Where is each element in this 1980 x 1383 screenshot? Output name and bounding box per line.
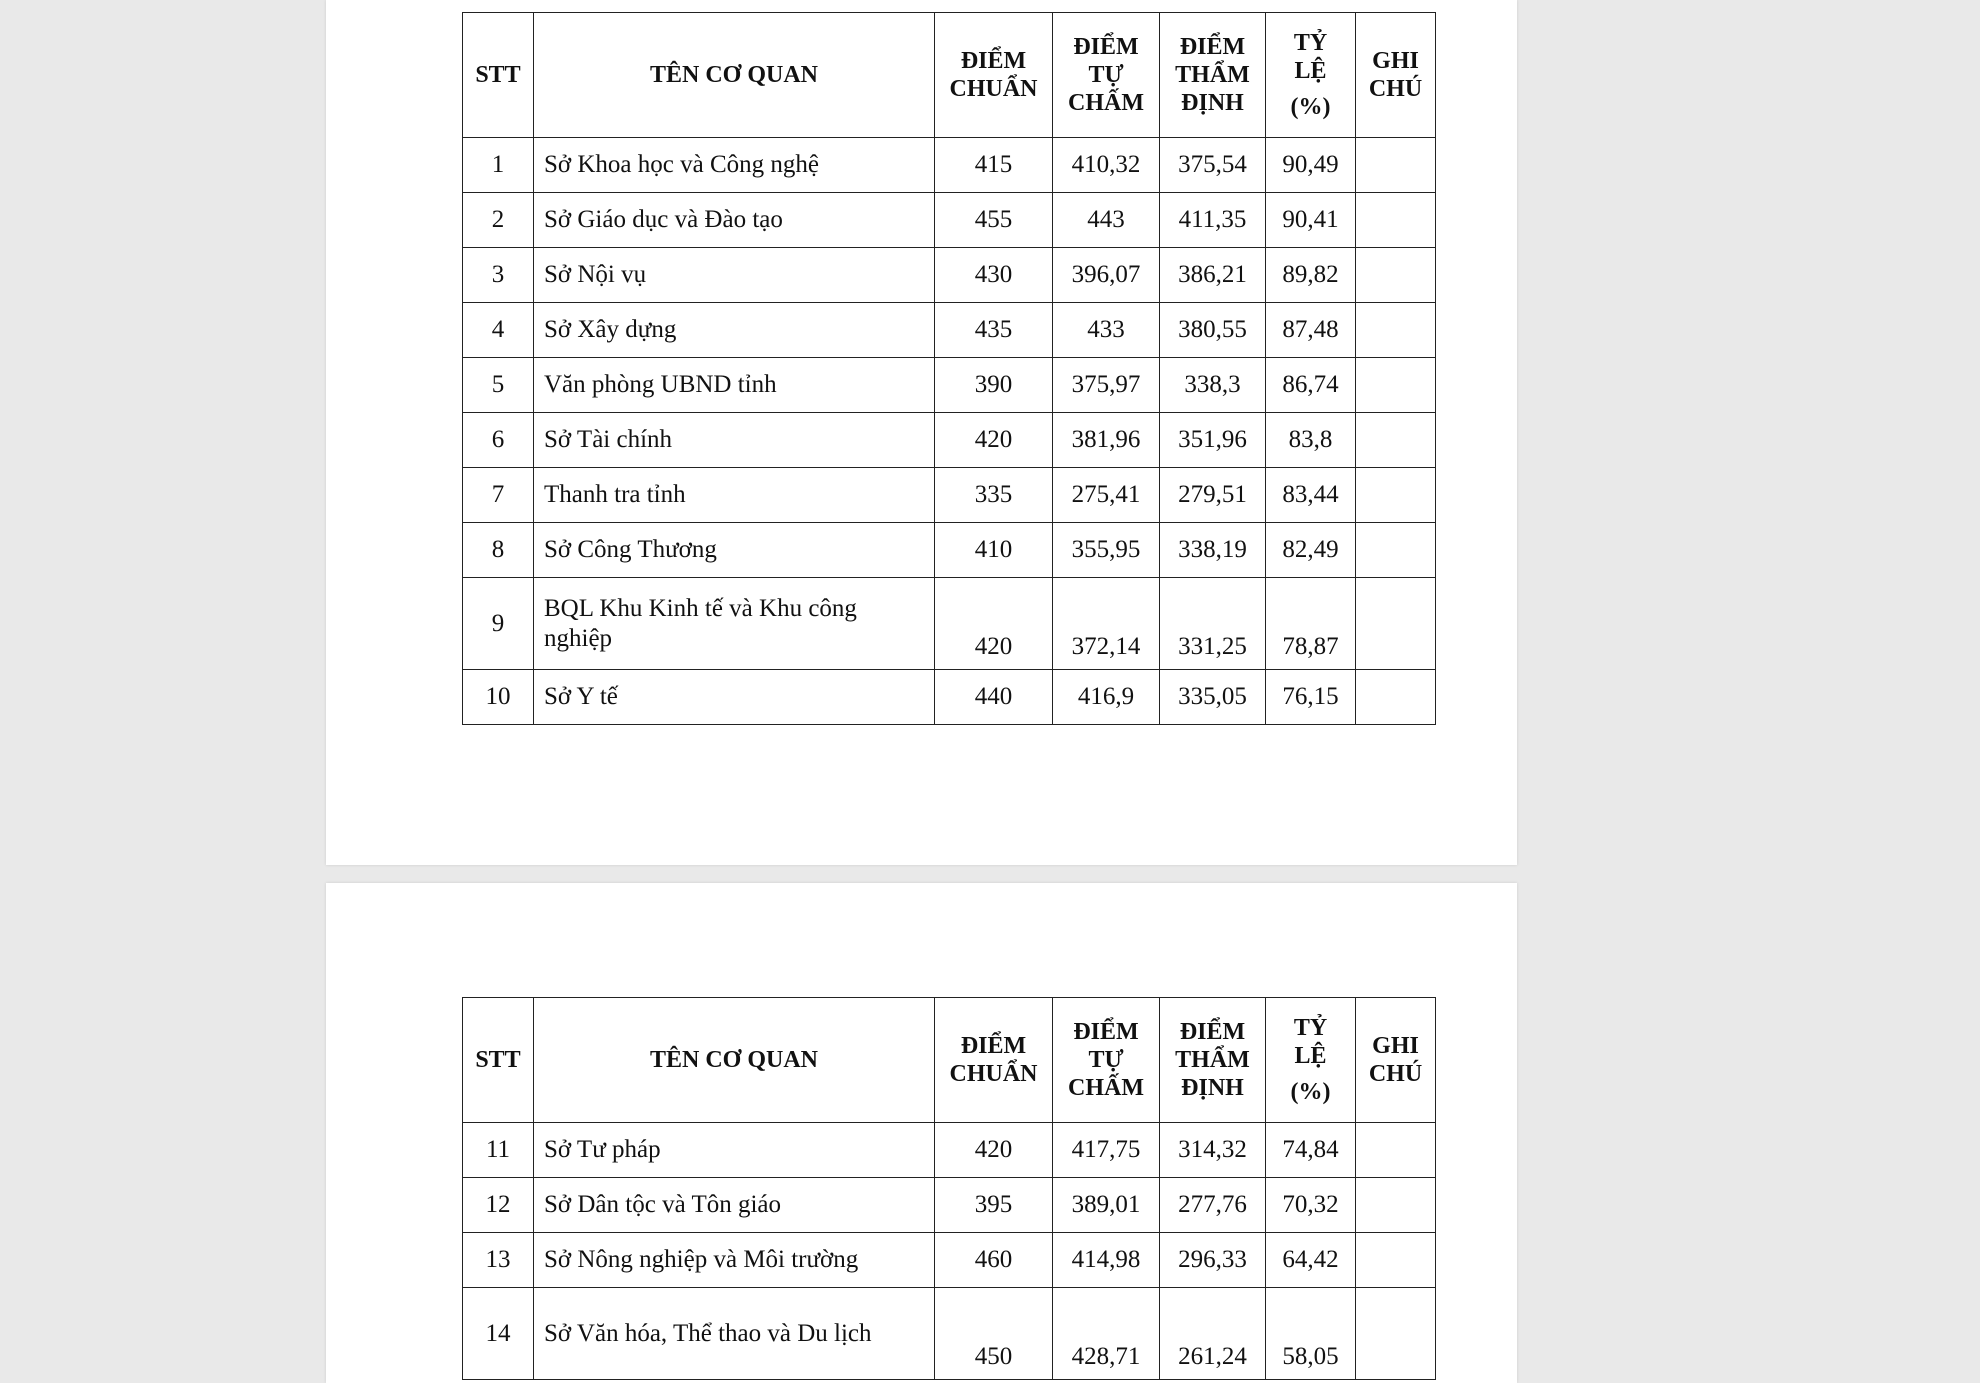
score-table-page-1 — [462, 12, 1436, 725]
cell-stt: 8 — [463, 523, 534, 578]
header-ten-co-quan: TÊN CƠ QUAN — [534, 13, 935, 138]
header-diem-chuan: ĐIỂM CHUẨN — [935, 13, 1053, 138]
cell-diem-tu-cham: 416,9 — [1053, 670, 1160, 725]
header-ghi-chu: GHI CHÚ — [1356, 13, 1436, 138]
cell-diem-tu-cham: 443 — [1053, 193, 1160, 248]
cell-ten-co-quan: Thanh tra tỉnh — [534, 468, 935, 523]
cell-stt: 7 — [463, 468, 534, 523]
table-body-page-1 — [463, 138, 1436, 725]
cell-stt: 2 — [463, 193, 534, 248]
cell-ten-co-quan: Sở Dân tộc và Tôn giáo — [534, 1178, 935, 1233]
cell-diem-chuan: 460 — [935, 1233, 1053, 1288]
header-stt: STT — [463, 998, 534, 1123]
cell-diem-tham-dinh: 335,05 — [1160, 670, 1266, 725]
cell-ghi-chu — [1356, 413, 1436, 468]
cell-diem-tu-cham: 410,32 — [1053, 138, 1160, 193]
table-header-row — [463, 998, 1436, 1123]
table-row — [463, 358, 1436, 413]
cell-ten-co-quan: Sở Xây dựng — [534, 303, 935, 358]
cell-diem-tham-dinh: 314,32 — [1160, 1123, 1266, 1178]
cell-diem-chuan: 450 — [935, 1288, 1053, 1380]
cell-ten-co-quan: Sở Nông nghiệp và Môi trường — [534, 1233, 935, 1288]
cell-stt: 14 — [463, 1288, 534, 1380]
cell-diem-chuan: 415 — [935, 138, 1053, 193]
header-diem-tu-cham: ĐIỂM TỰ CHẤM — [1053, 998, 1160, 1123]
header-ty-le: TỶ LỆ (%) — [1266, 13, 1356, 138]
cell-ty-le: 83,44 — [1266, 468, 1356, 523]
cell-ten-co-quan: Sở Y tế — [534, 670, 935, 725]
cell-diem-tu-cham: 275,41 — [1053, 468, 1160, 523]
cell-stt: 12 — [463, 1178, 534, 1233]
table-header-row — [463, 13, 1436, 138]
cell-ghi-chu — [1356, 248, 1436, 303]
cell-diem-tham-dinh: 411,35 — [1160, 193, 1266, 248]
cell-ten-co-quan: Sở Nội vụ — [534, 248, 935, 303]
document-page-1 — [326, 0, 1517, 865]
cell-ten-co-quan: Sở Giáo dục và Đào tạo — [534, 193, 935, 248]
cell-ghi-chu — [1356, 1123, 1436, 1178]
cell-stt: 13 — [463, 1233, 534, 1288]
cell-ten-co-quan: BQL Khu Kinh tế và Khu công nghiệp — [534, 578, 935, 670]
table-body-page-2 — [463, 1123, 1436, 1380]
cell-ty-le: 76,15 — [1266, 670, 1356, 725]
cell-ghi-chu — [1356, 138, 1436, 193]
document-page-2 — [326, 883, 1517, 1383]
cell-ten-co-quan: Sở Tài chính — [534, 413, 935, 468]
cell-ghi-chu — [1356, 1233, 1436, 1288]
cell-diem-tham-dinh: 338,3 — [1160, 358, 1266, 413]
header-ty-le: TỶ LỆ (%) — [1266, 998, 1356, 1123]
cell-diem-tham-dinh: 351,96 — [1160, 413, 1266, 468]
cell-diem-tu-cham: 381,96 — [1053, 413, 1160, 468]
table-row — [463, 1123, 1436, 1178]
cell-ten-co-quan: Văn phòng UBND tỉnh — [534, 358, 935, 413]
cell-ghi-chu — [1356, 670, 1436, 725]
cell-ty-le: 87,48 — [1266, 303, 1356, 358]
cell-diem-tu-cham: 428,71 — [1053, 1288, 1160, 1380]
cell-diem-chuan: 435 — [935, 303, 1053, 358]
cell-stt: 5 — [463, 358, 534, 413]
cell-diem-tham-dinh: 375,54 — [1160, 138, 1266, 193]
cell-diem-tu-cham: 417,75 — [1053, 1123, 1160, 1178]
cell-diem-chuan: 410 — [935, 523, 1053, 578]
table-row — [463, 1178, 1436, 1233]
cell-diem-chuan: 420 — [935, 1123, 1053, 1178]
cell-diem-chuan: 390 — [935, 358, 1053, 413]
cell-ghi-chu — [1356, 1178, 1436, 1233]
header-diem-chuan: ĐIỂM CHUẨN — [935, 998, 1053, 1123]
cell-ty-le: 78,87 — [1266, 578, 1356, 670]
cell-ten-co-quan: Sở Tư pháp — [534, 1123, 935, 1178]
cell-ty-le: 82,49 — [1266, 523, 1356, 578]
cell-ten-co-quan: Sở Văn hóa, Thể thao và Du lịch — [534, 1288, 935, 1380]
cell-ty-le: 58,05 — [1266, 1288, 1356, 1380]
cell-stt: 3 — [463, 248, 534, 303]
table-row — [463, 1288, 1436, 1380]
cell-stt: 11 — [463, 1123, 534, 1178]
table-row — [463, 468, 1436, 523]
cell-stt: 9 — [463, 578, 534, 670]
cell-ghi-chu — [1356, 193, 1436, 248]
cell-ghi-chu — [1356, 578, 1436, 670]
cell-diem-chuan: 440 — [935, 670, 1053, 725]
cell-diem-tham-dinh: 296,33 — [1160, 1233, 1266, 1288]
header-diem-tham-dinh: ĐIỂM THẨM ĐỊNH — [1160, 13, 1266, 138]
cell-ghi-chu — [1356, 303, 1436, 358]
cell-diem-chuan: 420 — [935, 578, 1053, 670]
cell-diem-chuan: 430 — [935, 248, 1053, 303]
header-ten-co-quan: TÊN CƠ QUAN — [534, 998, 935, 1123]
cell-diem-tu-cham: 372,14 — [1053, 578, 1160, 670]
cell-diem-tham-dinh: 338,19 — [1160, 523, 1266, 578]
cell-ten-co-quan: Sở Khoa học và Công nghệ — [534, 138, 935, 193]
cell-diem-tham-dinh: 380,55 — [1160, 303, 1266, 358]
cell-ty-le: 89,82 — [1266, 248, 1356, 303]
header-stt: STT — [463, 13, 534, 138]
cell-ghi-chu — [1356, 1288, 1436, 1380]
table-row — [463, 670, 1436, 725]
score-table-page-2 — [462, 997, 1436, 1380]
table-row — [463, 303, 1436, 358]
cell-diem-tu-cham: 355,95 — [1053, 523, 1160, 578]
cell-diem-tu-cham: 375,97 — [1053, 358, 1160, 413]
cell-ty-le: 86,74 — [1266, 358, 1356, 413]
cell-diem-chuan: 395 — [935, 1178, 1053, 1233]
cell-stt: 1 — [463, 138, 534, 193]
table-row — [463, 413, 1436, 468]
cell-diem-tham-dinh: 331,25 — [1160, 578, 1266, 670]
cell-ty-le: 74,84 — [1266, 1123, 1356, 1178]
header-diem-tham-dinh: ĐIỂM THẨM ĐỊNH — [1160, 998, 1266, 1123]
table-row — [463, 193, 1436, 248]
table-row — [463, 578, 1436, 670]
table-row — [463, 248, 1436, 303]
cell-ten-co-quan: Sở Công Thương — [534, 523, 935, 578]
cell-diem-chuan: 455 — [935, 193, 1053, 248]
cell-ghi-chu — [1356, 468, 1436, 523]
table-row — [463, 138, 1436, 193]
cell-diem-tu-cham: 433 — [1053, 303, 1160, 358]
cell-ty-le: 90,41 — [1266, 193, 1356, 248]
cell-ty-le: 90,49 — [1266, 138, 1356, 193]
cell-ghi-chu — [1356, 523, 1436, 578]
cell-diem-tham-dinh: 277,76 — [1160, 1178, 1266, 1233]
cell-ty-le: 83,8 — [1266, 413, 1356, 468]
table-row — [463, 1233, 1436, 1288]
cell-diem-chuan: 420 — [935, 413, 1053, 468]
cell-ghi-chu — [1356, 358, 1436, 413]
cell-diem-tu-cham: 414,98 — [1053, 1233, 1160, 1288]
cell-diem-tu-cham: 396,07 — [1053, 248, 1160, 303]
cell-diem-tham-dinh: 386,21 — [1160, 248, 1266, 303]
header-diem-tu-cham: ĐIỂM TỰ CHẤM — [1053, 13, 1160, 138]
cell-ty-le: 70,32 — [1266, 1178, 1356, 1233]
cell-diem-chuan: 335 — [935, 468, 1053, 523]
cell-diem-tu-cham: 389,01 — [1053, 1178, 1160, 1233]
cell-stt: 6 — [463, 413, 534, 468]
header-ghi-chu: GHI CHÚ — [1356, 998, 1436, 1123]
table-row — [463, 523, 1436, 578]
cell-ty-le: 64,42 — [1266, 1233, 1356, 1288]
cell-diem-tham-dinh: 261,24 — [1160, 1288, 1266, 1380]
cell-stt: 10 — [463, 670, 534, 725]
cell-diem-tham-dinh: 279,51 — [1160, 468, 1266, 523]
cell-stt: 4 — [463, 303, 534, 358]
